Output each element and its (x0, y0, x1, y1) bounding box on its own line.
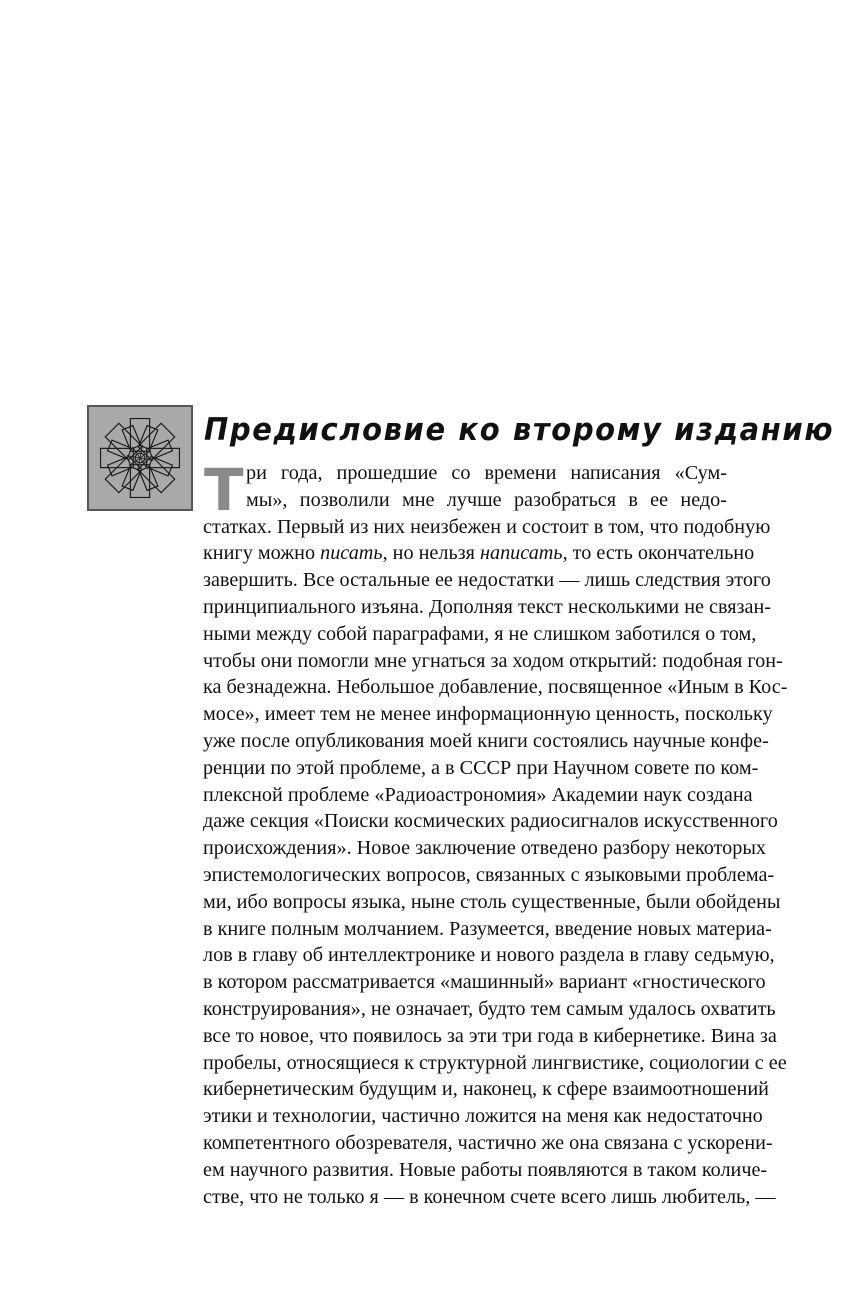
body-line (203, 540, 755, 567)
rosette-petal (147, 448, 180, 467)
body-line: ем научного развития. Новые работы появляются в таком количе- (203, 1158, 768, 1181)
body-line: статках. Первый из них неизбежен и состоит в том, что подобную (203, 515, 771, 538)
body-line: компетентного обозревателя, частично же она связана с ускорени- (203, 1131, 773, 1154)
drop-cap: Т (204, 456, 244, 524)
body-line-text: , то есть окончательно (562, 542, 755, 565)
body-line: ри года, прошедшие со времени написания «Сум- (246, 462, 727, 484)
body-line: ренции по этой проблеме, а в СССР при Научном совете по ком- (203, 756, 759, 779)
body-line: принципиального изъяна. Дополняя текст несколькими не связан- (203, 595, 772, 618)
rosette-ornament-icon (87, 405, 193, 511)
body-line: кибернетическим будущим и, наконец, к сфере взаимоотношений (203, 1078, 769, 1101)
body-line-text: книгу можно (203, 542, 321, 565)
body-line: завершить. Все остальные ее недостатки — лишь следствия этого (203, 569, 771, 592)
body-line: даже секция «Поиски космических радиосигналов искусственного (203, 810, 778, 833)
body-line-text: , но нельзя (382, 542, 480, 565)
body-line: ми, ибо вопросы языка, ныне столь существенные, были обойдены (203, 890, 781, 913)
body-line: стве, что не только я — в конечном счете всего лишь любитель, — (203, 1185, 776, 1208)
body-line: в книге полным молчанием. Разумеется, введение новых материа- (203, 917, 772, 940)
body-line: плексной проблеме «Радиоастрономия» Академии наук создана (203, 783, 753, 806)
body-line: в котором рассматривается «машинный» вариант «гностического (203, 971, 766, 994)
rosette-petal (130, 465, 149, 498)
body-line: эпистемологических вопросов, связанных с языковыми проблема- (203, 863, 775, 886)
body-line: пробелы, относящиеся к структурной лингвистике, социологии с ее (203, 1051, 787, 1074)
body-line: этики и технологии, частично ложится на меня как недостаточно (203, 1105, 763, 1128)
rosette-petal (101, 448, 134, 467)
rosette-petal (130, 419, 149, 452)
body-line: уже после опубликования моей книги состоялись научные конфе- (203, 729, 769, 752)
body-line: происхождения». Новое заключение отведено разбору некоторых (203, 837, 766, 860)
page-title: Предисловие ко второму изданию (204, 410, 835, 448)
body-line: конструирования», не означает, будто тем самым удалось охватить (203, 997, 776, 1020)
emphasis-text: писать (320, 542, 383, 565)
rosette-ornament-svg (89, 407, 191, 509)
body-line: ка безнадежна. Небольшое добавление, посвященное «Иным в Кос- (203, 676, 788, 699)
body-line: все то новое, что появилось за эти три года в кибернетике. Вина за (203, 1024, 777, 1047)
body-line: мосе», имеет тем не менее информационную ценность, поскольку (203, 703, 773, 726)
body-line: лов в главу об интеллектронике и нового раздела в главу седьмую, (203, 944, 775, 967)
preface-body (203, 456, 788, 1210)
emphasis-text: написать (479, 542, 563, 565)
body-line: мы», позволили мне лучше разобраться в ее недо- (246, 488, 727, 511)
body-line: чтобы они помогли мне угнаться за ходом открытий: подобная гон- (203, 649, 783, 672)
body-line: ными между собой параграфами, я не слишком заботился о том, (203, 622, 757, 645)
